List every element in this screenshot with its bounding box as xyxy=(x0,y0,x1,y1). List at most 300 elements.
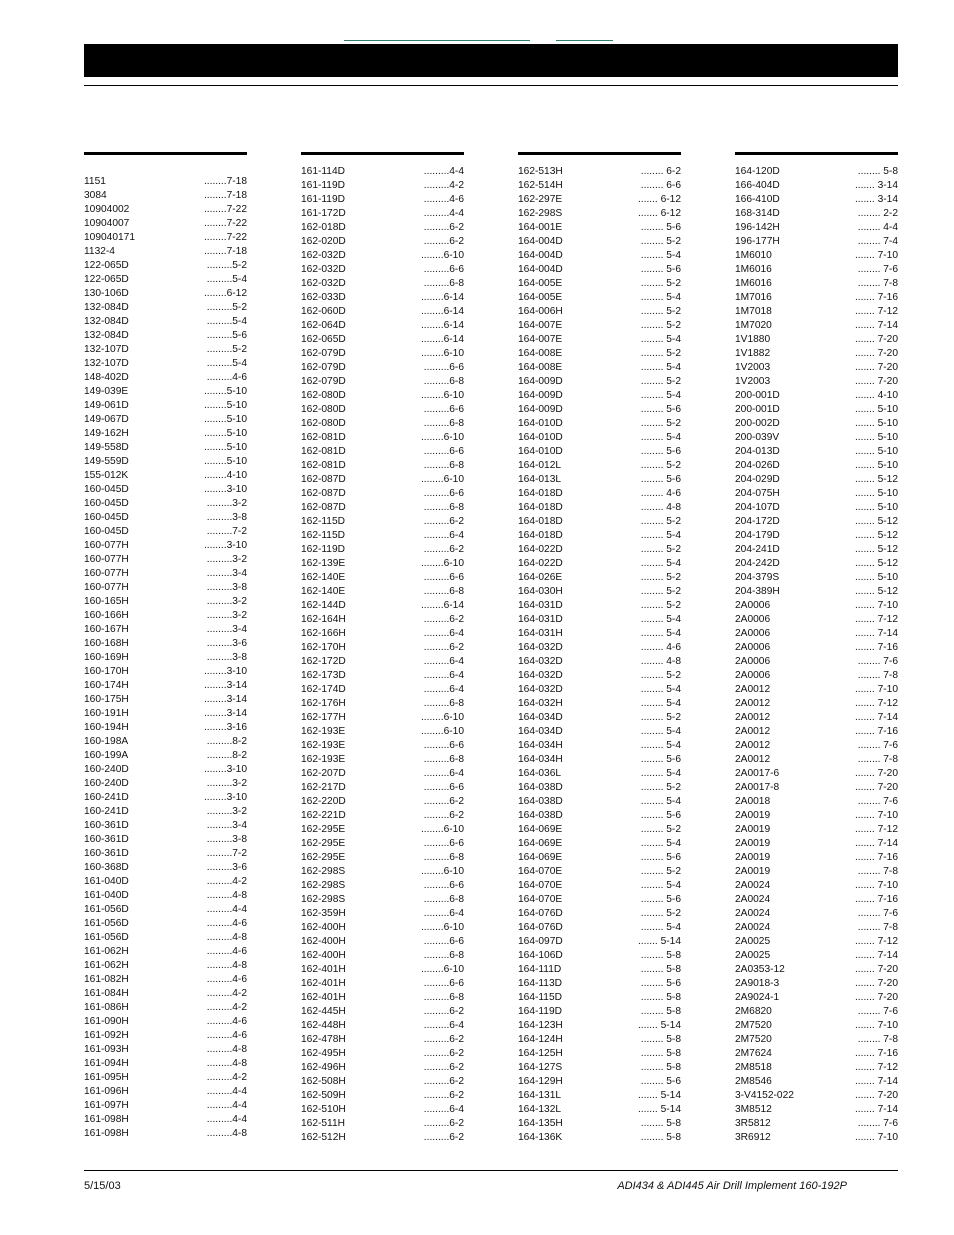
part-number: 164-070E xyxy=(518,880,563,891)
page-reference: ........ 5-8 xyxy=(640,1034,681,1045)
index-entry xyxy=(518,277,681,291)
part-number: 1M6010 xyxy=(735,250,772,261)
index-entry xyxy=(84,609,247,623)
part-number: 164-034H xyxy=(518,740,563,751)
page-reference: ....... 7-12 xyxy=(854,698,898,709)
part-number: 2A0012 xyxy=(735,740,771,751)
part-number: 2A0025 xyxy=(735,950,771,961)
footer-title: ADI434 & ADI445 Air Drill Implement 160-192P xyxy=(617,1180,847,1192)
page-reference: .........3-4 xyxy=(206,568,247,579)
part-number: 162-509H xyxy=(301,1090,346,1101)
page-reference: .........4-2 xyxy=(206,988,247,999)
part-number: 164-034H xyxy=(518,754,563,765)
header-rule xyxy=(84,85,898,86)
index-entry xyxy=(735,543,898,557)
index-entry xyxy=(301,613,464,627)
index-entry xyxy=(84,1085,247,1099)
index-entry xyxy=(518,179,681,193)
page-reference: .........3-6 xyxy=(206,638,247,649)
index-entry xyxy=(518,543,681,557)
index-entry xyxy=(84,693,247,707)
page-reference: ....... 7-16 xyxy=(854,642,898,653)
page-reference: ........ 5-4 xyxy=(640,628,681,639)
part-number: 162-495H xyxy=(301,1048,346,1059)
header-link-underline-right[interactable] xyxy=(556,40,613,41)
part-number: 160-241D xyxy=(84,806,129,817)
index-entry xyxy=(735,445,898,459)
part-number: 162-032D xyxy=(301,250,346,261)
index-entry xyxy=(735,641,898,655)
page-reference: .........6-8 xyxy=(423,992,464,1003)
part-number: 162-081D xyxy=(301,460,346,471)
part-number: 2A0018 xyxy=(735,796,771,807)
page-reference: ....... 5-12 xyxy=(854,558,898,569)
index-entry xyxy=(301,725,464,739)
index-entry xyxy=(518,347,681,361)
index-entry xyxy=(735,1089,898,1103)
part-number: 160-045D xyxy=(84,498,129,509)
page-reference: ....... 5-14 xyxy=(637,936,681,947)
index-entry xyxy=(84,1071,247,1085)
index-entry xyxy=(518,207,681,221)
index-entry xyxy=(301,193,464,207)
page-reference: .........4-6 xyxy=(206,372,247,383)
index-entry xyxy=(518,613,681,627)
index-entry xyxy=(84,245,247,259)
header-banner xyxy=(84,44,898,77)
page-reference: ........ 5-6 xyxy=(640,894,681,905)
page-reference: .........6-8 xyxy=(423,460,464,471)
page-reference: ........ 5-6 xyxy=(640,852,681,863)
index-entry xyxy=(84,1099,247,1113)
index-entry xyxy=(518,333,681,347)
index-entry xyxy=(301,207,464,221)
part-number: 162-298S xyxy=(301,866,346,877)
index-entry xyxy=(301,991,464,1005)
index-entry xyxy=(518,823,681,837)
part-number: 2A0024 xyxy=(735,894,771,905)
index-entry xyxy=(301,361,464,375)
index-entry xyxy=(735,599,898,613)
index-entry xyxy=(301,417,464,431)
part-number: 164-038D xyxy=(518,796,563,807)
index-entry xyxy=(84,399,247,413)
index-entry xyxy=(735,263,898,277)
part-number: 160-174H xyxy=(84,680,129,691)
index-entry xyxy=(301,1089,464,1103)
page-reference: ........ 5-4 xyxy=(640,922,681,933)
index-entry xyxy=(84,301,247,315)
part-number: 122-065D xyxy=(84,260,129,271)
index-entry xyxy=(301,1047,464,1061)
part-number: 164-007E xyxy=(518,334,563,345)
index-entry xyxy=(84,581,247,595)
page-reference: .........3-4 xyxy=(206,624,247,635)
part-number: 2A0024 xyxy=(735,908,771,919)
part-number: 2A0012 xyxy=(735,712,771,723)
index-entry xyxy=(84,707,247,721)
page-reference: .........3-8 xyxy=(206,582,247,593)
index-entry xyxy=(84,175,247,189)
page-reference: ........ 5-2 xyxy=(640,824,681,835)
index-entry xyxy=(518,557,681,571)
part-number: 164-076D xyxy=(518,922,563,933)
part-number: 1V1882 xyxy=(735,348,771,359)
part-number: 164-115D xyxy=(518,992,562,1003)
part-number: 2M8518 xyxy=(735,1062,772,1073)
page-reference: .........8-2 xyxy=(206,736,247,747)
part-number: 160-361D xyxy=(84,834,129,845)
index-entry xyxy=(301,963,464,977)
part-number: 2M7520 xyxy=(735,1020,772,1031)
page-reference: .........3-2 xyxy=(206,498,247,509)
page-reference: ....... 5-12 xyxy=(854,474,898,485)
part-number: 204-241D xyxy=(735,544,780,555)
page-reference: ....... 7-16 xyxy=(854,292,898,303)
page-reference: .........6-8 xyxy=(423,376,464,387)
part-number: 162-217D xyxy=(301,782,346,793)
part-number: 149-162H xyxy=(84,428,129,439)
page-reference: .........3-2 xyxy=(206,610,247,621)
index-entry xyxy=(735,305,898,319)
page-reference: ........ 7-6 xyxy=(857,908,898,919)
index-entry xyxy=(518,1103,681,1117)
page-reference: ....... 7-14 xyxy=(854,1076,898,1087)
index-entry xyxy=(84,945,247,959)
index-entry xyxy=(301,641,464,655)
footer-date: 5/15/03 xyxy=(84,1180,121,1192)
index-entry xyxy=(735,1117,898,1131)
index-entry xyxy=(301,893,464,907)
index-entry xyxy=(518,459,681,473)
page-reference: .........4-4 xyxy=(206,904,247,915)
part-number: 164-070E xyxy=(518,866,563,877)
page-reference: .........6-8 xyxy=(423,586,464,597)
part-number: 161-114D xyxy=(301,166,345,177)
part-number: 162-079D xyxy=(301,348,346,359)
part-number: 196-177H xyxy=(735,236,780,247)
part-number: 162-018D xyxy=(301,222,346,233)
page-reference: .........5-2 xyxy=(206,302,247,313)
part-number: 200-039V xyxy=(735,432,780,443)
part-number: 164-032H xyxy=(518,698,563,709)
index-entry xyxy=(518,403,681,417)
page-reference: ........ 7-8 xyxy=(857,670,898,681)
page-reference: ........ 7-8 xyxy=(857,922,898,933)
index-entry xyxy=(735,963,898,977)
part-number: 164-026E xyxy=(518,572,563,583)
part-number: 164-005E xyxy=(518,278,563,289)
page-reference: ........ 5-4 xyxy=(640,768,681,779)
page-reference: ....... 7-20 xyxy=(854,992,898,1003)
part-number: 164-070E xyxy=(518,894,563,905)
index-entry xyxy=(518,473,681,487)
page-reference: .........4-4 xyxy=(206,1100,247,1111)
part-number: 2A0006 xyxy=(735,614,771,625)
index-entry xyxy=(518,641,681,655)
index-entry xyxy=(735,333,898,347)
part-number: 161-098H xyxy=(84,1114,129,1125)
page-reference: ....... 4-10 xyxy=(854,390,898,401)
index-entry xyxy=(301,655,464,669)
page-reference: .........6-8 xyxy=(423,754,464,765)
index-entry xyxy=(301,697,464,711)
part-number: 162-080D xyxy=(301,404,346,415)
part-number: 149-067D xyxy=(84,414,129,425)
part-number: 2A0019 xyxy=(735,810,771,821)
page-reference: .........7-2 xyxy=(206,526,247,537)
index-entry xyxy=(735,739,898,753)
index-entry xyxy=(84,931,247,945)
index-entry xyxy=(301,263,464,277)
page-reference: .........6-4 xyxy=(423,656,464,667)
index-entry xyxy=(518,249,681,263)
index-entry xyxy=(518,319,681,333)
index-entry xyxy=(301,431,464,445)
index-entry xyxy=(301,1103,464,1117)
index-entry xyxy=(518,1131,681,1145)
page-reference: ........ 5-2 xyxy=(640,544,681,555)
page-reference: .........6-4 xyxy=(423,684,464,695)
page-reference: ....... 5-12 xyxy=(854,586,898,597)
part-number: 160-045D xyxy=(84,512,129,523)
index-entry xyxy=(301,445,464,459)
page-reference: ........5-10 xyxy=(203,414,247,425)
part-number: 164-013L xyxy=(518,474,562,485)
index-entry xyxy=(301,557,464,571)
part-number: 164-018D xyxy=(518,530,563,541)
page-reference: ........6-10 xyxy=(420,250,464,261)
part-number: 162-220D xyxy=(301,796,346,807)
index-entry xyxy=(301,767,464,781)
index-column-2 xyxy=(301,152,464,1145)
part-number: 161-056D xyxy=(84,932,129,943)
page-reference: ........ 7-8 xyxy=(857,278,898,289)
index-entry xyxy=(84,651,247,665)
index-entry xyxy=(84,861,247,875)
index-entry xyxy=(735,669,898,683)
page-reference: ........ 5-4 xyxy=(640,684,681,695)
part-number: 162-298S xyxy=(301,880,346,891)
index-entry xyxy=(518,697,681,711)
page-reference: ....... 7-12 xyxy=(854,824,898,835)
part-number: 162-087D xyxy=(301,488,346,499)
page-reference: ....... 7-10 xyxy=(854,600,898,611)
index-entry xyxy=(518,529,681,543)
index-entry xyxy=(84,805,247,819)
part-number: 2A9024-1 xyxy=(735,992,780,1003)
page-reference: .........4-8 xyxy=(206,890,247,901)
index-entry xyxy=(518,655,681,669)
part-number: 162-140E xyxy=(301,586,346,597)
part-number: 1V2003 xyxy=(735,376,771,387)
part-number: 2A0012 xyxy=(735,726,771,737)
part-number: 162-508H xyxy=(301,1076,346,1087)
index-entry xyxy=(735,585,898,599)
index-column-1 xyxy=(84,152,247,1141)
part-number: 161-098H xyxy=(84,1128,129,1139)
page-reference: ........6-10 xyxy=(420,922,464,933)
page-reference: ........6-10 xyxy=(420,824,464,835)
part-number: 162-478H xyxy=(301,1034,346,1045)
index-entry xyxy=(84,903,247,917)
page-reference: ....... 7-10 xyxy=(854,250,898,261)
index-entry xyxy=(735,221,898,235)
page-reference: .........4-6 xyxy=(206,1016,247,1027)
index-entry xyxy=(518,1089,681,1103)
index-entry xyxy=(518,767,681,781)
part-number: 162-401H xyxy=(301,978,346,989)
page-reference: ........ 7-8 xyxy=(857,754,898,765)
page-reference: ....... 5-10 xyxy=(854,404,898,415)
index-entry xyxy=(84,1015,247,1029)
part-number: 161-062H xyxy=(84,946,129,957)
part-number: 164-034D xyxy=(518,726,563,737)
part-number: 164-006H xyxy=(518,306,563,317)
page-reference: .........6-4 xyxy=(423,530,464,541)
page-reference: .........3-8 xyxy=(206,512,247,523)
part-number: 161-093H xyxy=(84,1044,129,1055)
index-entry xyxy=(301,865,464,879)
page-reference: ....... 7-10 xyxy=(854,880,898,891)
index-entry xyxy=(518,599,681,613)
part-number: 149-559D xyxy=(84,456,129,467)
page-reference: ........ 5-2 xyxy=(640,306,681,317)
page-reference: ....... 5-12 xyxy=(854,516,898,527)
index-entry xyxy=(518,683,681,697)
part-number: 132-084D xyxy=(84,330,129,341)
page-reference: ........ 5-2 xyxy=(640,460,681,471)
index-entry xyxy=(301,753,464,767)
index-entry xyxy=(84,791,247,805)
page-reference: ........ 5-8 xyxy=(640,1006,681,1017)
index-entry xyxy=(735,683,898,697)
index-entry xyxy=(84,469,247,483)
page-reference: ........ 7-8 xyxy=(857,1034,898,1045)
page-reference: ........ 5-4 xyxy=(640,530,681,541)
index-entry xyxy=(301,683,464,697)
part-number: 200-002D xyxy=(735,418,780,429)
page-reference: .........4-4 xyxy=(206,1114,247,1125)
part-number: 162-511H xyxy=(301,1118,345,1129)
page-reference: .........3-6 xyxy=(206,862,247,873)
page-reference: ....... 7-10 xyxy=(854,684,898,695)
part-number: 162-087D xyxy=(301,474,346,485)
part-number: 162-207D xyxy=(301,768,346,779)
page-reference: ....... 3-14 xyxy=(854,194,898,205)
part-number: 160-240D xyxy=(84,764,129,775)
index-entry xyxy=(735,809,898,823)
page-reference: ........7-18 xyxy=(203,176,247,187)
part-number: 168-314D xyxy=(735,208,780,219)
index-entry xyxy=(518,1005,681,1019)
index-entry xyxy=(301,851,464,865)
page-reference: ........6-10 xyxy=(420,726,464,737)
index-entry xyxy=(518,585,681,599)
index-entry xyxy=(84,427,247,441)
page-reference: ........ 5-8 xyxy=(640,1132,681,1143)
index-entry xyxy=(735,403,898,417)
part-number: 161-172D xyxy=(301,208,346,219)
part-number: 162-144D xyxy=(301,600,346,611)
page-reference: .........3-2 xyxy=(206,554,247,565)
part-number: 164-069E xyxy=(518,852,563,863)
part-number: 162-400H xyxy=(301,936,346,947)
header-link-underline-left[interactable] xyxy=(344,40,530,41)
index-entry xyxy=(735,431,898,445)
page-reference: .........6-6 xyxy=(423,446,464,457)
index-entry xyxy=(84,1001,247,1015)
page-reference: ....... 7-20 xyxy=(854,782,898,793)
part-number: 164-076D xyxy=(518,908,563,919)
index-entry xyxy=(518,487,681,501)
part-number: 164-032D xyxy=(518,684,563,695)
page-reference: .........5-2 xyxy=(206,344,247,355)
part-number: 160-175H xyxy=(84,694,129,705)
page-reference: ........3-10 xyxy=(203,666,247,677)
index-entry xyxy=(518,977,681,991)
index-entry xyxy=(301,543,464,557)
page-reference: ........ 7-6 xyxy=(857,796,898,807)
page-reference: ....... 7-16 xyxy=(854,894,898,905)
page-reference: ....... 5-14 xyxy=(637,1020,681,1031)
index-entry xyxy=(518,627,681,641)
part-number: 2M8546 xyxy=(735,1076,772,1087)
page-reference: .........6-8 xyxy=(423,278,464,289)
page-reference: ....... 7-14 xyxy=(854,712,898,723)
index-entry xyxy=(518,389,681,403)
index-entry xyxy=(735,613,898,627)
part-number: 162-081D xyxy=(301,446,346,457)
page-reference: ........6-14 xyxy=(420,320,464,331)
index-entry xyxy=(84,833,247,847)
part-number: 2A0024 xyxy=(735,880,771,891)
page-reference: .........4-2 xyxy=(206,876,247,887)
part-number: 1V1880 xyxy=(735,334,771,345)
index-entry xyxy=(301,599,464,613)
part-number: 164-123H xyxy=(518,1020,563,1031)
index-entry xyxy=(301,571,464,585)
index-entry xyxy=(84,217,247,231)
part-number: 164-012L xyxy=(518,460,562,471)
index-entry xyxy=(301,487,464,501)
index-entry xyxy=(84,385,247,399)
part-number: 161-092H xyxy=(84,1030,129,1041)
index-entry xyxy=(301,473,464,487)
index-column-4 xyxy=(735,152,898,1145)
index-entry xyxy=(301,669,464,683)
page-reference: ........ 5-4 xyxy=(640,614,681,625)
index-entry xyxy=(518,879,681,893)
page-reference: .........4-6 xyxy=(206,1030,247,1041)
index-entry xyxy=(84,259,247,273)
page-reference: ....... 7-10 xyxy=(854,810,898,821)
index-entry xyxy=(518,515,681,529)
index-entry xyxy=(735,417,898,431)
index-entry xyxy=(84,777,247,791)
part-number: 164-113D xyxy=(518,978,562,989)
part-number: 162-080D xyxy=(301,390,346,401)
index-entry xyxy=(735,473,898,487)
part-number: 164-069E xyxy=(518,824,563,835)
page-reference: ........ 5-8 xyxy=(640,964,681,975)
index-entry xyxy=(84,553,247,567)
part-number: 164-031D xyxy=(518,614,563,625)
page-reference: .........6-2 xyxy=(423,222,464,233)
page-reference: ....... 5-10 xyxy=(854,446,898,457)
page-reference: .........7-2 xyxy=(206,848,247,859)
page-reference: ........ 5-4 xyxy=(640,726,681,737)
